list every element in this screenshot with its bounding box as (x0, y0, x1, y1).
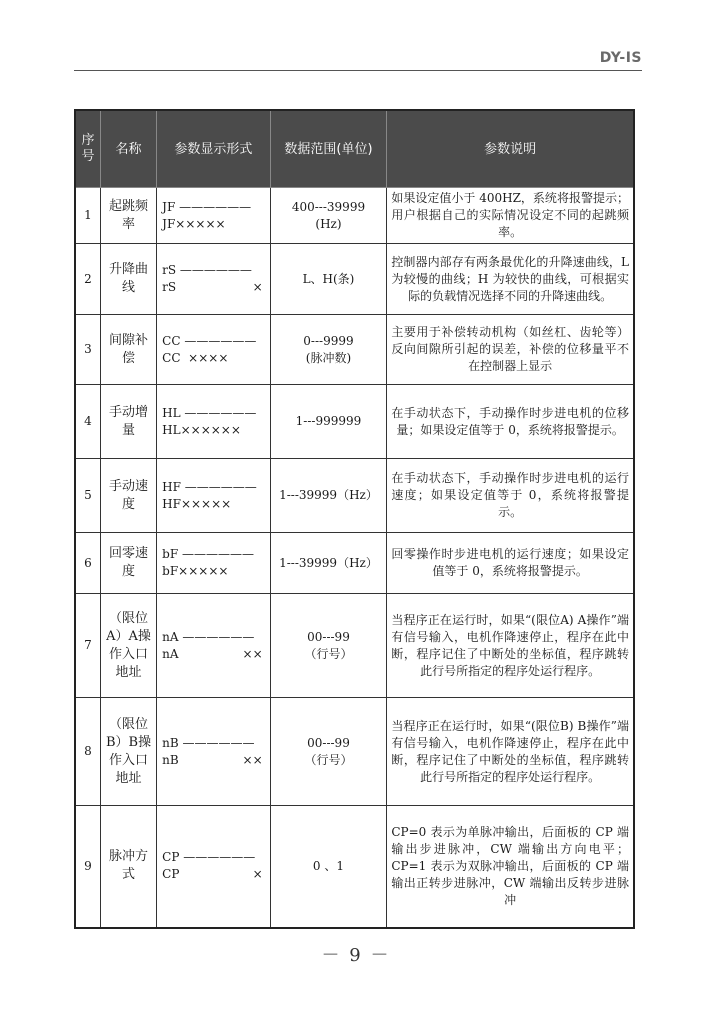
display-value-mask: × (252, 280, 263, 294)
param-display (157, 459, 270, 533)
param-name: 回零速度 (100, 533, 156, 594)
header-range: 数据范围(单位) (270, 110, 387, 188)
display-line-1: CP —————— (162, 850, 256, 865)
param-range: 0 、1 (270, 806, 387, 928)
row-number: 4 (75, 385, 100, 459)
param-name: 手动速度 (100, 459, 156, 533)
header-display: 参数显示形式 (157, 110, 270, 188)
parameter-table (74, 109, 635, 929)
table-header (75, 110, 634, 188)
display-value-mask (263, 216, 265, 233)
param-range: 00---99 （行号） (270, 698, 387, 806)
document-code: DY-IS (599, 50, 642, 66)
row-number: 1 (75, 188, 100, 244)
param-display (157, 533, 270, 594)
display-line-1: CC —————— (162, 333, 257, 348)
param-range: L、H(条) (270, 244, 387, 315)
param-name: 间隙补偿 (100, 315, 156, 385)
display-value-mask: × (252, 867, 263, 882)
row-number: 7 (75, 594, 100, 698)
display-value-mask (263, 563, 265, 580)
header-name: 名称 (100, 110, 156, 188)
param-range: 400---39999 (Hz) (270, 188, 387, 244)
param-display (157, 188, 270, 244)
display-code: CP (162, 867, 180, 882)
table-row (75, 459, 634, 533)
display-value-mask: ×× (242, 646, 263, 661)
display-value-mask: ×× (242, 752, 263, 767)
display-code: CC ×××× (162, 350, 229, 365)
display-line-1: nB —————— (162, 735, 255, 750)
table-row (75, 385, 634, 459)
display-code: nB (162, 752, 179, 767)
row-number: 8 (75, 698, 100, 806)
display-line-1: HF —————— (162, 479, 257, 494)
row-number: 5 (75, 459, 100, 533)
table-body (75, 188, 634, 928)
param-description: 主要用于补偿转动机构（如丝杠、齿轮等）反向间隙所引起的误差，补偿的位移量平不在控制器上显示 (387, 315, 634, 385)
display-line-1: rS —————— (162, 263, 252, 277)
param-name: 升降曲线 (100, 244, 156, 315)
display-code: rS (162, 280, 177, 294)
display-line-2 (162, 866, 264, 883)
param-description: 在手动状态下，手动操作时步进电机的运行速度；如果设定值等于 0，系统将报警提示。 (387, 459, 634, 533)
display-code: nA (162, 646, 179, 661)
param-range: 1---39999（Hz） (270, 533, 387, 594)
display-line-2 (162, 646, 264, 663)
param-name: （限位A）A操作入口地址 (100, 594, 156, 698)
param-name: （限位B）B操作入口地址 (100, 698, 156, 806)
display-line-1: nA —————— (162, 629, 255, 644)
row-number: 9 (75, 806, 100, 928)
display-code: JF××××× (162, 216, 226, 231)
display-code: bF××××× (162, 564, 229, 578)
param-range: 0---9999 (脉冲数) (270, 315, 387, 385)
display-value-mask (263, 496, 265, 513)
display-line-2 (162, 216, 264, 233)
param-description: 如果设定值小于 400HZ，系统将报警提示；用户根据自己的实际情况设定不同的起跳频率。 (387, 188, 634, 244)
header-rule (74, 70, 642, 71)
param-description: 当程序正在运行时，如果“(限位A) A操作”端有信号输入，电机作降速停止，程序在此中断，程序记住了中断处的坐标值，程序跳转此行号所指定的程序处运行程序。 (387, 594, 634, 698)
table-row (75, 244, 634, 315)
display-line-2 (162, 422, 264, 439)
display-code: HL×××××× (162, 422, 241, 437)
param-description: 控制器内部存有两条最优化的升降速曲线，L 为较慢的曲线；H 为较快的曲线，可根据实际的负载情况选择不同的升降速曲线。 (387, 244, 634, 315)
param-description: 在手动状态下，手动操作时步进电机的位移量；如果设定值等于 0，系统将报警提示。 (387, 385, 634, 459)
param-name: 脉冲方式 (100, 806, 156, 928)
table-row (75, 806, 634, 928)
param-display (157, 315, 270, 385)
display-line-2 (162, 563, 264, 580)
param-description: 当程序正在运行时，如果“(限位B) B操作”端有信号输入，电机作降速停止，程序在此中断，程序记住了中断处的坐标值，程序跳转此行号所指定的程序处运行程序。 (387, 698, 634, 806)
param-display (157, 385, 270, 459)
param-display (157, 698, 270, 806)
param-description: 回零操作时步进电机的运行速度；如果设定值等于 0，系统将报警提示。 (387, 533, 634, 594)
param-display (157, 594, 270, 698)
row-number: 6 (75, 533, 100, 594)
page-number: － 9 － (321, 945, 391, 966)
header-no (75, 110, 100, 188)
row-number: 3 (75, 315, 100, 385)
table-row (75, 533, 634, 594)
table-row (75, 315, 634, 385)
param-range: 1---39999（Hz） (270, 459, 387, 533)
display-line-1: JF —————— (162, 199, 252, 214)
display-code: HF××××× (162, 496, 232, 511)
param-display (157, 806, 270, 928)
param-display (157, 244, 270, 315)
param-name: 起跳频率 (100, 188, 156, 244)
display-line-2 (162, 752, 264, 769)
row-number: 2 (75, 244, 100, 315)
display-line-1: bF —————— (162, 547, 254, 561)
param-range: 00---99 （行号） (270, 594, 387, 698)
table-row (75, 594, 634, 698)
display-value-mask (263, 422, 265, 439)
display-line-2 (162, 496, 264, 513)
display-line-2 (162, 279, 264, 296)
table-row (75, 188, 634, 244)
header-desc: 参数说明 (387, 110, 634, 188)
param-description: CP=0 表示为单脉冲输出，后面板的 CP 端输出步进脉冲，CW 端输出方向电平；CP=1 表示为双脉冲输出，后面板的 CP 端输出正转步进脉冲，CW 端输出反转步进脉冲 (387, 806, 634, 928)
display-line-1: HL —————— (162, 405, 257, 420)
display-value-mask (263, 350, 265, 367)
display-line-2 (162, 350, 264, 367)
header-no-label: 序号 (81, 133, 95, 164)
table-row (75, 698, 634, 806)
param-name: 手动增量 (100, 385, 156, 459)
param-range: 1---999999 (270, 385, 387, 459)
